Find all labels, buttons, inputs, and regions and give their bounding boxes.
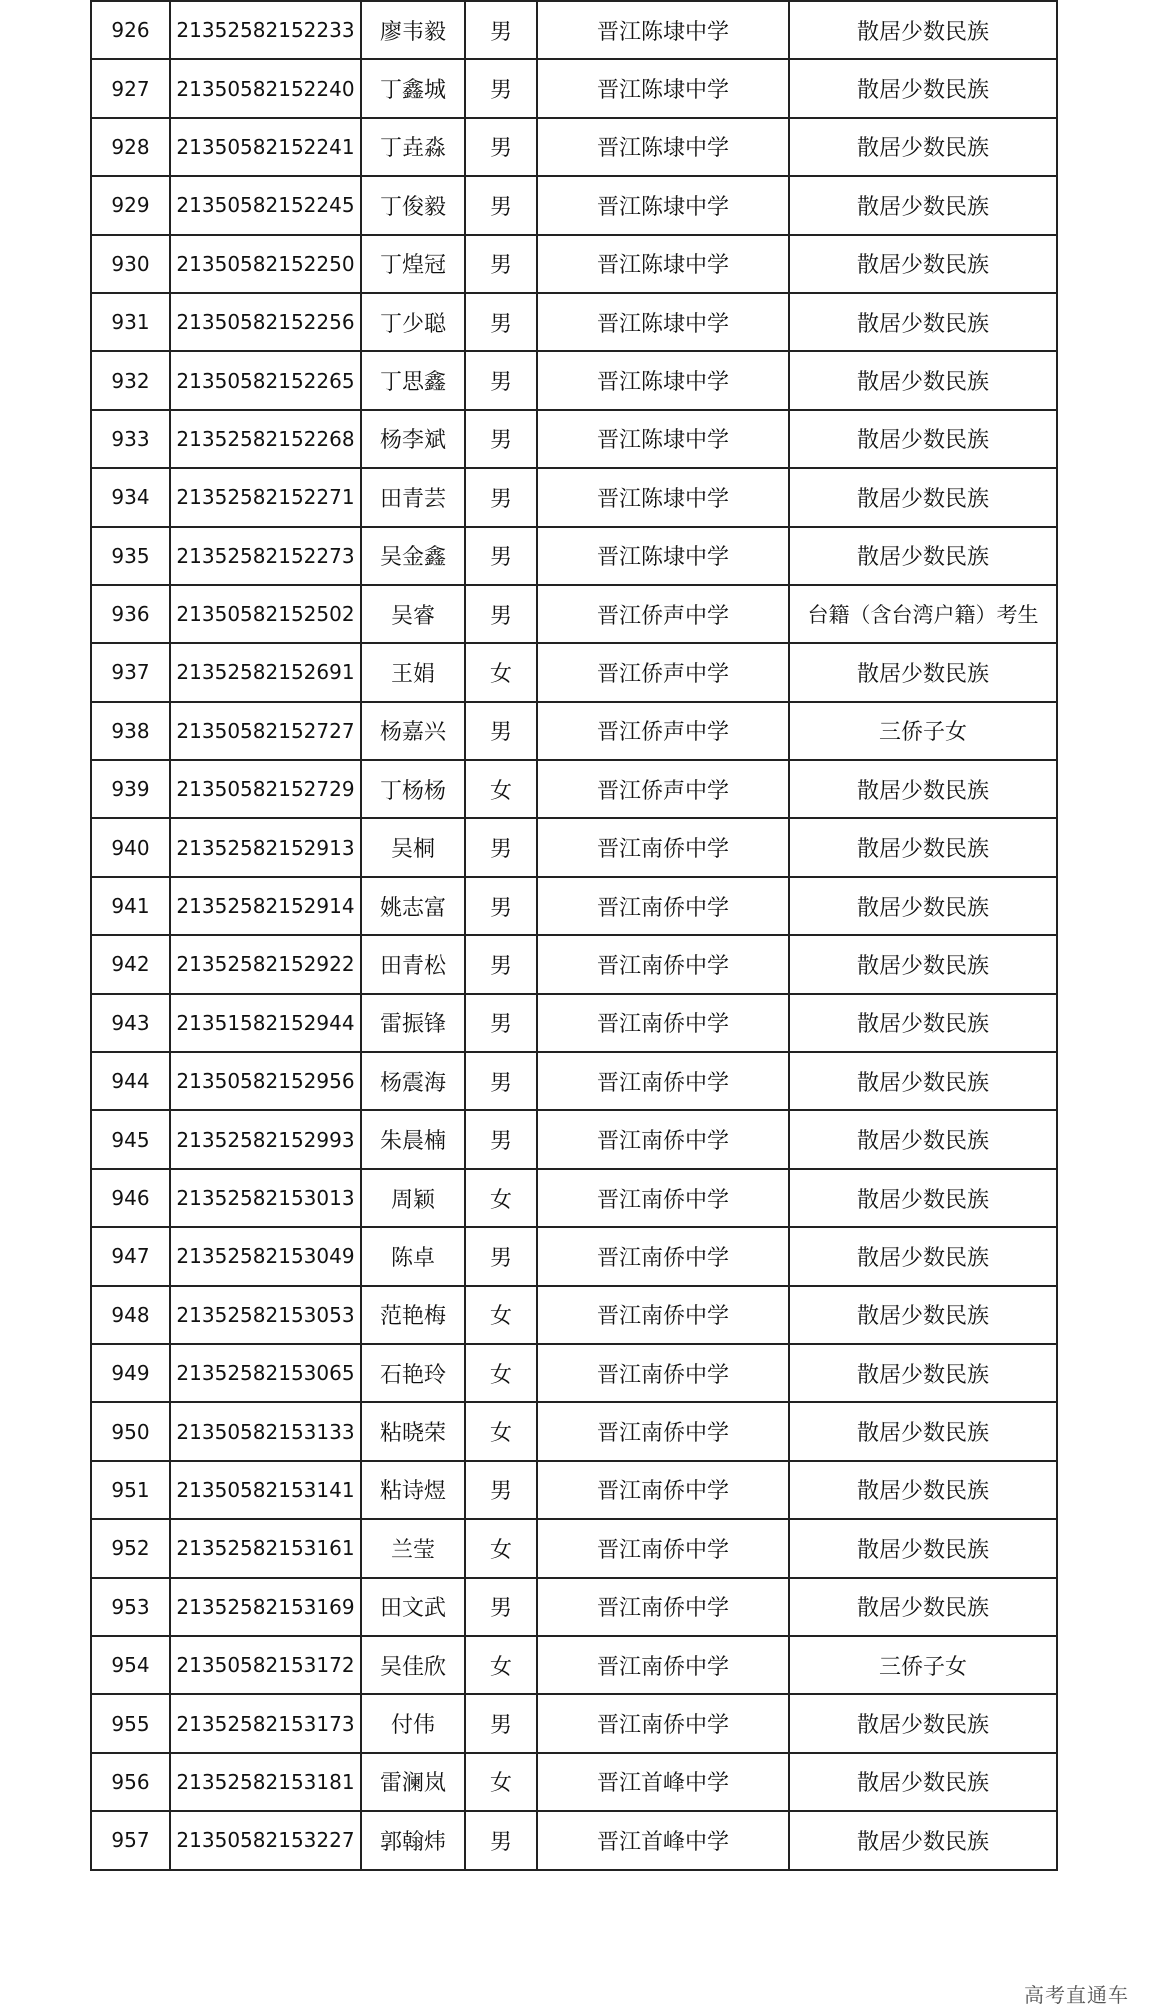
exam-id-cell: 21352582152922 [170,935,361,993]
student-name-cell: 丁鑫城 [361,59,465,117]
row-number-cell: 929 [91,176,170,234]
school-name-cell: 晋江侨声中学 [537,702,789,760]
exam-id-cell: 21350582153172 [170,1636,361,1694]
gender-cell: 女 [465,643,537,701]
school-name-cell: 晋江陈埭中学 [537,351,789,409]
row-number-cell: 944 [91,1052,170,1110]
gender-cell: 男 [465,1578,537,1636]
roster-body [91,1,1057,1870]
exam-id-cell: 21352582153181 [170,1753,361,1811]
exam-id-cell: 21350582152502 [170,585,361,643]
category-cell: 散居少数民族 [789,176,1057,234]
category-cell: 散居少数民族 [789,760,1057,818]
student-name-cell: 付伟 [361,1694,465,1752]
category-cell: 散居少数民族 [789,293,1057,351]
school-name-cell: 晋江侨声中学 [537,585,789,643]
table-row [91,935,1057,993]
row-number-cell: 933 [91,410,170,468]
table-row [91,702,1057,760]
category-cell: 散居少数民族 [789,468,1057,526]
exam-id-cell: 21352582153049 [170,1227,361,1285]
exam-id-cell: 21350582153141 [170,1461,361,1519]
student-name-cell: 廖韦毅 [361,1,465,59]
exam-id-cell: 21350582153227 [170,1811,361,1869]
row-number-cell: 936 [91,585,170,643]
school-name-cell: 晋江南侨中学 [537,1636,789,1694]
category-cell: 散居少数民族 [789,643,1057,701]
gender-cell: 男 [465,585,537,643]
table-row [91,351,1057,409]
school-name-cell: 晋江南侨中学 [537,1110,789,1168]
school-name-cell: 晋江南侨中学 [537,1052,789,1110]
student-name-cell: 兰莹 [361,1519,465,1577]
gender-cell: 男 [465,527,537,585]
exam-id-cell: 21350582152956 [170,1052,361,1110]
school-name-cell: 晋江陈埭中学 [537,293,789,351]
row-number-cell: 935 [91,527,170,585]
exam-id-cell: 21352582152691 [170,643,361,701]
exam-id-cell: 21350582152727 [170,702,361,760]
row-number-cell: 949 [91,1344,170,1402]
row-number-cell: 939 [91,760,170,818]
table-row [91,1,1057,59]
row-number-cell: 953 [91,1578,170,1636]
exam-id-cell: 21351582152944 [170,994,361,1052]
row-number-cell: 931 [91,293,170,351]
exam-id-cell: 21352582152913 [170,818,361,876]
school-name-cell: 晋江南侨中学 [537,1344,789,1402]
row-number-cell: 952 [91,1519,170,1577]
exam-id-cell: 21352582153173 [170,1694,361,1752]
student-name-cell: 杨嘉兴 [361,702,465,760]
category-cell: 散居少数民族 [789,1344,1057,1402]
school-name-cell: 晋江侨声中学 [537,643,789,701]
table-row [91,235,1057,293]
table-row [91,1402,1057,1460]
row-number-cell: 955 [91,1694,170,1752]
table-row [91,1110,1057,1168]
exam-id-cell: 21352582152914 [170,877,361,935]
table-row [91,1461,1057,1519]
school-name-cell: 晋江南侨中学 [537,1694,789,1752]
student-name-cell: 丁垚淼 [361,118,465,176]
row-number-cell: 957 [91,1811,170,1869]
gender-cell: 女 [465,1753,537,1811]
school-name-cell: 晋江南侨中学 [537,1402,789,1460]
category-cell: 散居少数民族 [789,1110,1057,1168]
school-name-cell: 晋江陈埭中学 [537,410,789,468]
category-cell: 散居少数民族 [789,1227,1057,1285]
school-name-cell: 晋江陈埭中学 [537,118,789,176]
row-number-cell: 930 [91,235,170,293]
school-name-cell: 晋江陈埭中学 [537,527,789,585]
gender-cell: 男 [465,1052,537,1110]
table-row [91,1694,1057,1752]
category-cell: 散居少数民族 [789,1461,1057,1519]
category-cell: 散居少数民族 [789,1694,1057,1752]
table-row [91,1578,1057,1636]
table-row [91,1636,1057,1694]
row-number-cell: 937 [91,643,170,701]
row-number-cell: 943 [91,994,170,1052]
category-cell: 散居少数民族 [789,994,1057,1052]
student-name-cell: 吴佳欣 [361,1636,465,1694]
school-name-cell: 晋江南侨中学 [537,1461,789,1519]
gender-cell: 女 [465,1169,537,1227]
gender-cell: 男 [465,351,537,409]
student-name-cell: 雷澜岚 [361,1753,465,1811]
row-number-cell: 945 [91,1110,170,1168]
row-number-cell: 956 [91,1753,170,1811]
gender-cell: 男 [465,176,537,234]
student-name-cell: 丁少聪 [361,293,465,351]
exam-id-cell: 21350582152265 [170,351,361,409]
category-cell: 散居少数民族 [789,1753,1057,1811]
watermark-text: 高考直通车 [1024,1983,1129,2007]
school-name-cell: 晋江南侨中学 [537,1227,789,1285]
table-row [91,176,1057,234]
gender-cell: 男 [465,877,537,935]
category-cell: 三侨子女 [789,702,1057,760]
category-cell: 散居少数民族 [789,1169,1057,1227]
gender-cell: 男 [465,293,537,351]
category-cell: 散居少数民族 [789,1811,1057,1869]
row-number-cell: 940 [91,818,170,876]
student-name-cell: 吴金鑫 [361,527,465,585]
gender-cell: 男 [465,994,537,1052]
row-number-cell: 927 [91,59,170,117]
category-cell: 散居少数民族 [789,877,1057,935]
exam-id-cell: 21350582153133 [170,1402,361,1460]
exam-id-cell: 21350582152250 [170,235,361,293]
exam-id-cell: 21352582153013 [170,1169,361,1227]
student-name-cell: 石艳玲 [361,1344,465,1402]
category-cell: 散居少数民族 [789,235,1057,293]
student-name-cell: 陈卓 [361,1227,465,1285]
exam-id-cell: 21352582153053 [170,1286,361,1344]
student-name-cell: 朱晨楠 [361,1110,465,1168]
school-name-cell: 晋江南侨中学 [537,1519,789,1577]
exam-id-cell: 21352582152993 [170,1110,361,1168]
category-cell: 散居少数民族 [789,118,1057,176]
category-cell: 散居少数民族 [789,1286,1057,1344]
gender-cell: 男 [465,235,537,293]
gender-cell: 男 [465,1694,537,1752]
school-name-cell: 晋江南侨中学 [537,877,789,935]
table-row [91,468,1057,526]
exam-id-cell: 21352582152268 [170,410,361,468]
student-name-cell: 田青芸 [361,468,465,526]
gender-cell: 男 [465,1110,537,1168]
category-cell: 散居少数民族 [789,935,1057,993]
row-number-cell: 951 [91,1461,170,1519]
table-row [91,527,1057,585]
gender-cell: 女 [465,1636,537,1694]
school-name-cell: 晋江南侨中学 [537,935,789,993]
table-row [91,1286,1057,1344]
category-cell: 散居少数民族 [789,1402,1057,1460]
row-number-cell: 946 [91,1169,170,1227]
gender-cell: 女 [465,1519,537,1577]
student-name-cell: 田青松 [361,935,465,993]
student-name-cell: 雷振锋 [361,994,465,1052]
table-row [91,994,1057,1052]
table-row [91,1811,1057,1869]
table-row [91,760,1057,818]
exam-id-cell: 21352582153065 [170,1344,361,1402]
exam-id-cell: 21352582153169 [170,1578,361,1636]
row-number-cell: 950 [91,1402,170,1460]
exam-id-cell: 21352582152233 [170,1,361,59]
gender-cell: 男 [465,410,537,468]
category-cell: 散居少数民族 [789,410,1057,468]
student-name-cell: 郭翰炜 [361,1811,465,1869]
category-cell: 散居少数民族 [789,527,1057,585]
gender-cell: 男 [465,1811,537,1869]
table-row [91,643,1057,701]
school-name-cell: 晋江陈埭中学 [537,468,789,526]
school-name-cell: 晋江南侨中学 [537,818,789,876]
gender-cell: 男 [465,1227,537,1285]
student-name-cell: 粘诗煜 [361,1461,465,1519]
student-name-cell: 吴睿 [361,585,465,643]
gender-cell: 男 [465,59,537,117]
student-name-cell: 杨震海 [361,1052,465,1110]
table-row [91,410,1057,468]
roster-table [90,0,1058,1871]
student-name-cell: 杨李斌 [361,410,465,468]
row-number-cell: 941 [91,877,170,935]
gender-cell: 女 [465,1286,537,1344]
gender-cell: 男 [465,935,537,993]
table-row [91,293,1057,351]
student-name-cell: 范艳梅 [361,1286,465,1344]
category-cell: 散居少数民族 [789,818,1057,876]
category-cell: 散居少数民族 [789,1,1057,59]
row-number-cell: 932 [91,351,170,409]
school-name-cell: 晋江首峰中学 [537,1811,789,1869]
school-name-cell: 晋江陈埭中学 [537,59,789,117]
gender-cell: 男 [465,702,537,760]
student-name-cell: 丁俊毅 [361,176,465,234]
table-row [91,1519,1057,1577]
gender-cell: 女 [465,760,537,818]
row-number-cell: 934 [91,468,170,526]
exam-id-cell: 21350582152245 [170,176,361,234]
table-row [91,1052,1057,1110]
student-name-cell: 田文武 [361,1578,465,1636]
gender-cell: 女 [465,1344,537,1402]
student-name-cell: 姚志富 [361,877,465,935]
student-name-cell: 吴桐 [361,818,465,876]
row-number-cell: 938 [91,702,170,760]
table-row [91,1344,1057,1402]
exam-id-cell: 21352582152273 [170,527,361,585]
school-name-cell: 晋江陈埭中学 [537,176,789,234]
gender-cell: 女 [465,1402,537,1460]
table-row [91,877,1057,935]
student-name-cell: 粘晓荣 [361,1402,465,1460]
school-name-cell: 晋江南侨中学 [537,994,789,1052]
category-cell: 散居少数民族 [789,59,1057,117]
exam-id-cell: 21350582152240 [170,59,361,117]
table-row [91,59,1057,117]
row-number-cell: 926 [91,1,170,59]
category-cell: 散居少数民族 [789,1052,1057,1110]
school-name-cell: 晋江南侨中学 [537,1169,789,1227]
school-name-cell: 晋江南侨中学 [537,1578,789,1636]
row-number-cell: 947 [91,1227,170,1285]
table-row [91,1227,1057,1285]
table-row [91,585,1057,643]
school-name-cell: 晋江首峰中学 [537,1753,789,1811]
row-number-cell: 948 [91,1286,170,1344]
exam-id-cell: 21352582152271 [170,468,361,526]
school-name-cell: 晋江陈埭中学 [537,235,789,293]
table-row [91,1169,1057,1227]
category-cell: 散居少数民族 [789,1578,1057,1636]
student-name-cell: 丁杨杨 [361,760,465,818]
gender-cell: 男 [465,818,537,876]
row-number-cell: 942 [91,935,170,993]
student-name-cell: 丁思鑫 [361,351,465,409]
school-name-cell: 晋江侨声中学 [537,760,789,818]
category-cell: 散居少数民族 [789,1519,1057,1577]
category-cell: 三侨子女 [789,1636,1057,1694]
school-name-cell: 晋江陈埭中学 [537,1,789,59]
row-number-cell: 954 [91,1636,170,1694]
exam-id-cell: 21350582152729 [170,760,361,818]
gender-cell: 男 [465,468,537,526]
table-row [91,118,1057,176]
student-name-cell: 丁煌冠 [361,235,465,293]
category-cell: 台籍（含台湾户籍）考生 [789,585,1057,643]
exam-id-cell: 21350582152241 [170,118,361,176]
exam-id-cell: 21352582153161 [170,1519,361,1577]
student-name-cell: 周颖 [361,1169,465,1227]
table-row [91,818,1057,876]
gender-cell: 男 [465,1,537,59]
student-name-cell: 王娟 [361,643,465,701]
exam-id-cell: 21350582152256 [170,293,361,351]
gender-cell: 男 [465,118,537,176]
table-row [91,1753,1057,1811]
row-number-cell: 928 [91,118,170,176]
school-name-cell: 晋江南侨中学 [537,1286,789,1344]
gender-cell: 男 [465,1461,537,1519]
category-cell: 散居少数民族 [789,351,1057,409]
